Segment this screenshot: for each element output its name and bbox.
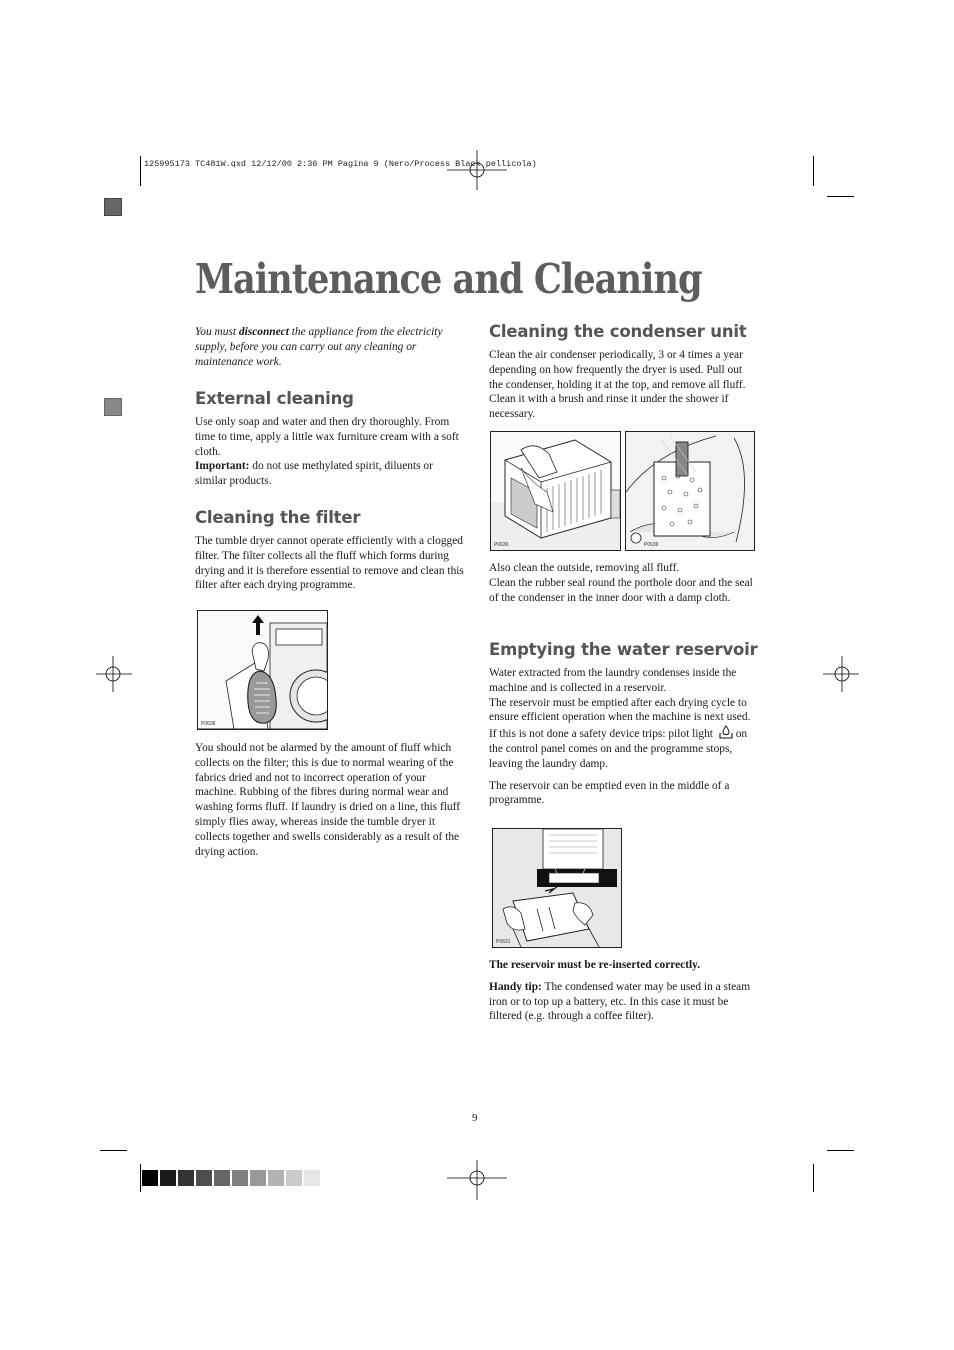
- reservoir-illustration: [492, 828, 622, 948]
- crop-mark: [813, 156, 814, 186]
- figure-label: P0639: [644, 542, 659, 548]
- color-swatch: [268, 1170, 284, 1186]
- crop-mark: [140, 1164, 141, 1192]
- figure-label: P0631: [496, 939, 511, 945]
- filter-illustration: [197, 610, 328, 730]
- color-calibration-bar: [142, 1170, 322, 1186]
- page-title: Maintenance and Cleaning: [195, 255, 702, 303]
- reservoir-heading: Emptying the water reservoir: [489, 640, 758, 659]
- crop-mark: [140, 156, 141, 186]
- page-number: 9: [472, 1112, 478, 1124]
- color-swatch: [178, 1170, 194, 1186]
- margin-marker: [104, 398, 122, 416]
- figure-label: P0638: [201, 721, 216, 727]
- external-cleaning-heading: External cleaning: [195, 389, 354, 408]
- registration-mark-top: [447, 150, 507, 190]
- registration-mark-left: [96, 654, 132, 694]
- crop-mark: [827, 1150, 854, 1151]
- color-swatch: [250, 1170, 266, 1186]
- color-swatch: [286, 1170, 302, 1186]
- reservoir-pilot-light-icon: [719, 725, 733, 739]
- color-swatch: [304, 1170, 320, 1186]
- reservoir-body: Water extracted from the laundry condenses inside the machine and is collected in a reservoir. The reservoir must be emptied after each drying cycle to ensure efficient operation when the machine is next used. If this is not done a safety device trips: pilot light on the control panel comes on and the programme stops, leaving the laundry damp. The reservoir can be emptied even in the middle of a programme.: [489, 667, 751, 807]
- fluff-explanation: You should not be alarmed by the amount of fluff which collects on the filter; this is due to normal wearing of the fabrics dried and not to incorrect operation of your machine. Rubbing of the fibres during normal wear and washing forms fluff. If laundry is dried on a line, this fluff simply flies away, whereas inside the tumble dryer it collects together and swells considerably as a result of the drying action.: [195, 742, 460, 858]
- crop-mark: [100, 1150, 127, 1151]
- registration-mark-right: [823, 654, 859, 694]
- cleaning-filter-heading: Cleaning the filter: [195, 508, 361, 527]
- color-swatch: [214, 1170, 230, 1186]
- intro-warning: You must disconnect the appliance from the electricity supply, before you can carry out any cleaning or maintenance work.: [195, 326, 443, 368]
- external-cleaning-body: Use only soap and water and then dry thoroughly. From time to time, apply a little wax furniture cream with a soft cloth. Important: do not use methylated spirit, diluents or similar products.: [195, 416, 459, 488]
- crop-mark: [827, 196, 854, 197]
- condenser-body: Clean the air condenser periodically, 3 or 4 times a year depending on how frequently the dryer is used. Pull out the condenser, holding it at the top, and remove all fluff. Clean it with a brush and rinse it under the shower if necessary.: [489, 349, 746, 421]
- condenser-extra-body: Also clean the outside, removing all fluff. Clean the rubber seal round the porthole door and the seal of the condenser in the inner door with a damp cloth.: [489, 562, 753, 604]
- color-swatch: [142, 1170, 158, 1186]
- crop-mark: [813, 1164, 814, 1192]
- figure-label: P0630: [494, 542, 509, 548]
- cleaning-filter-body: The tumble dryer cannot operate efficiently with a clogged filter. The filter collects all the fluff which forms during drying and it is therefore essential to remove and clean this filter after each drying programme.: [195, 535, 464, 592]
- color-swatch: [196, 1170, 212, 1186]
- color-swatch: [160, 1170, 176, 1186]
- condenser-illustration-2: [625, 431, 755, 551]
- left-column: [195, 325, 465, 369]
- registration-mark-bottom: [447, 1160, 507, 1200]
- condenser-illustration-1: [490, 431, 621, 551]
- reservoir-notes: The reservoir must be re-inserted correctly. Handy tip: The condensed water may be used in a steam iron or to top up a battery, etc. In this case it must be filtered (e.g. through a coffee filter).: [489, 959, 751, 1023]
- condenser-heading: Cleaning the condenser unit: [489, 322, 747, 341]
- color-swatch: [232, 1170, 248, 1186]
- print-slug: 125995173 TC481W.qxd 12/12/00 2:36 PM Pagina 9 (Nero/Process Black pellicola): [144, 159, 537, 169]
- margin-marker: [104, 198, 122, 216]
